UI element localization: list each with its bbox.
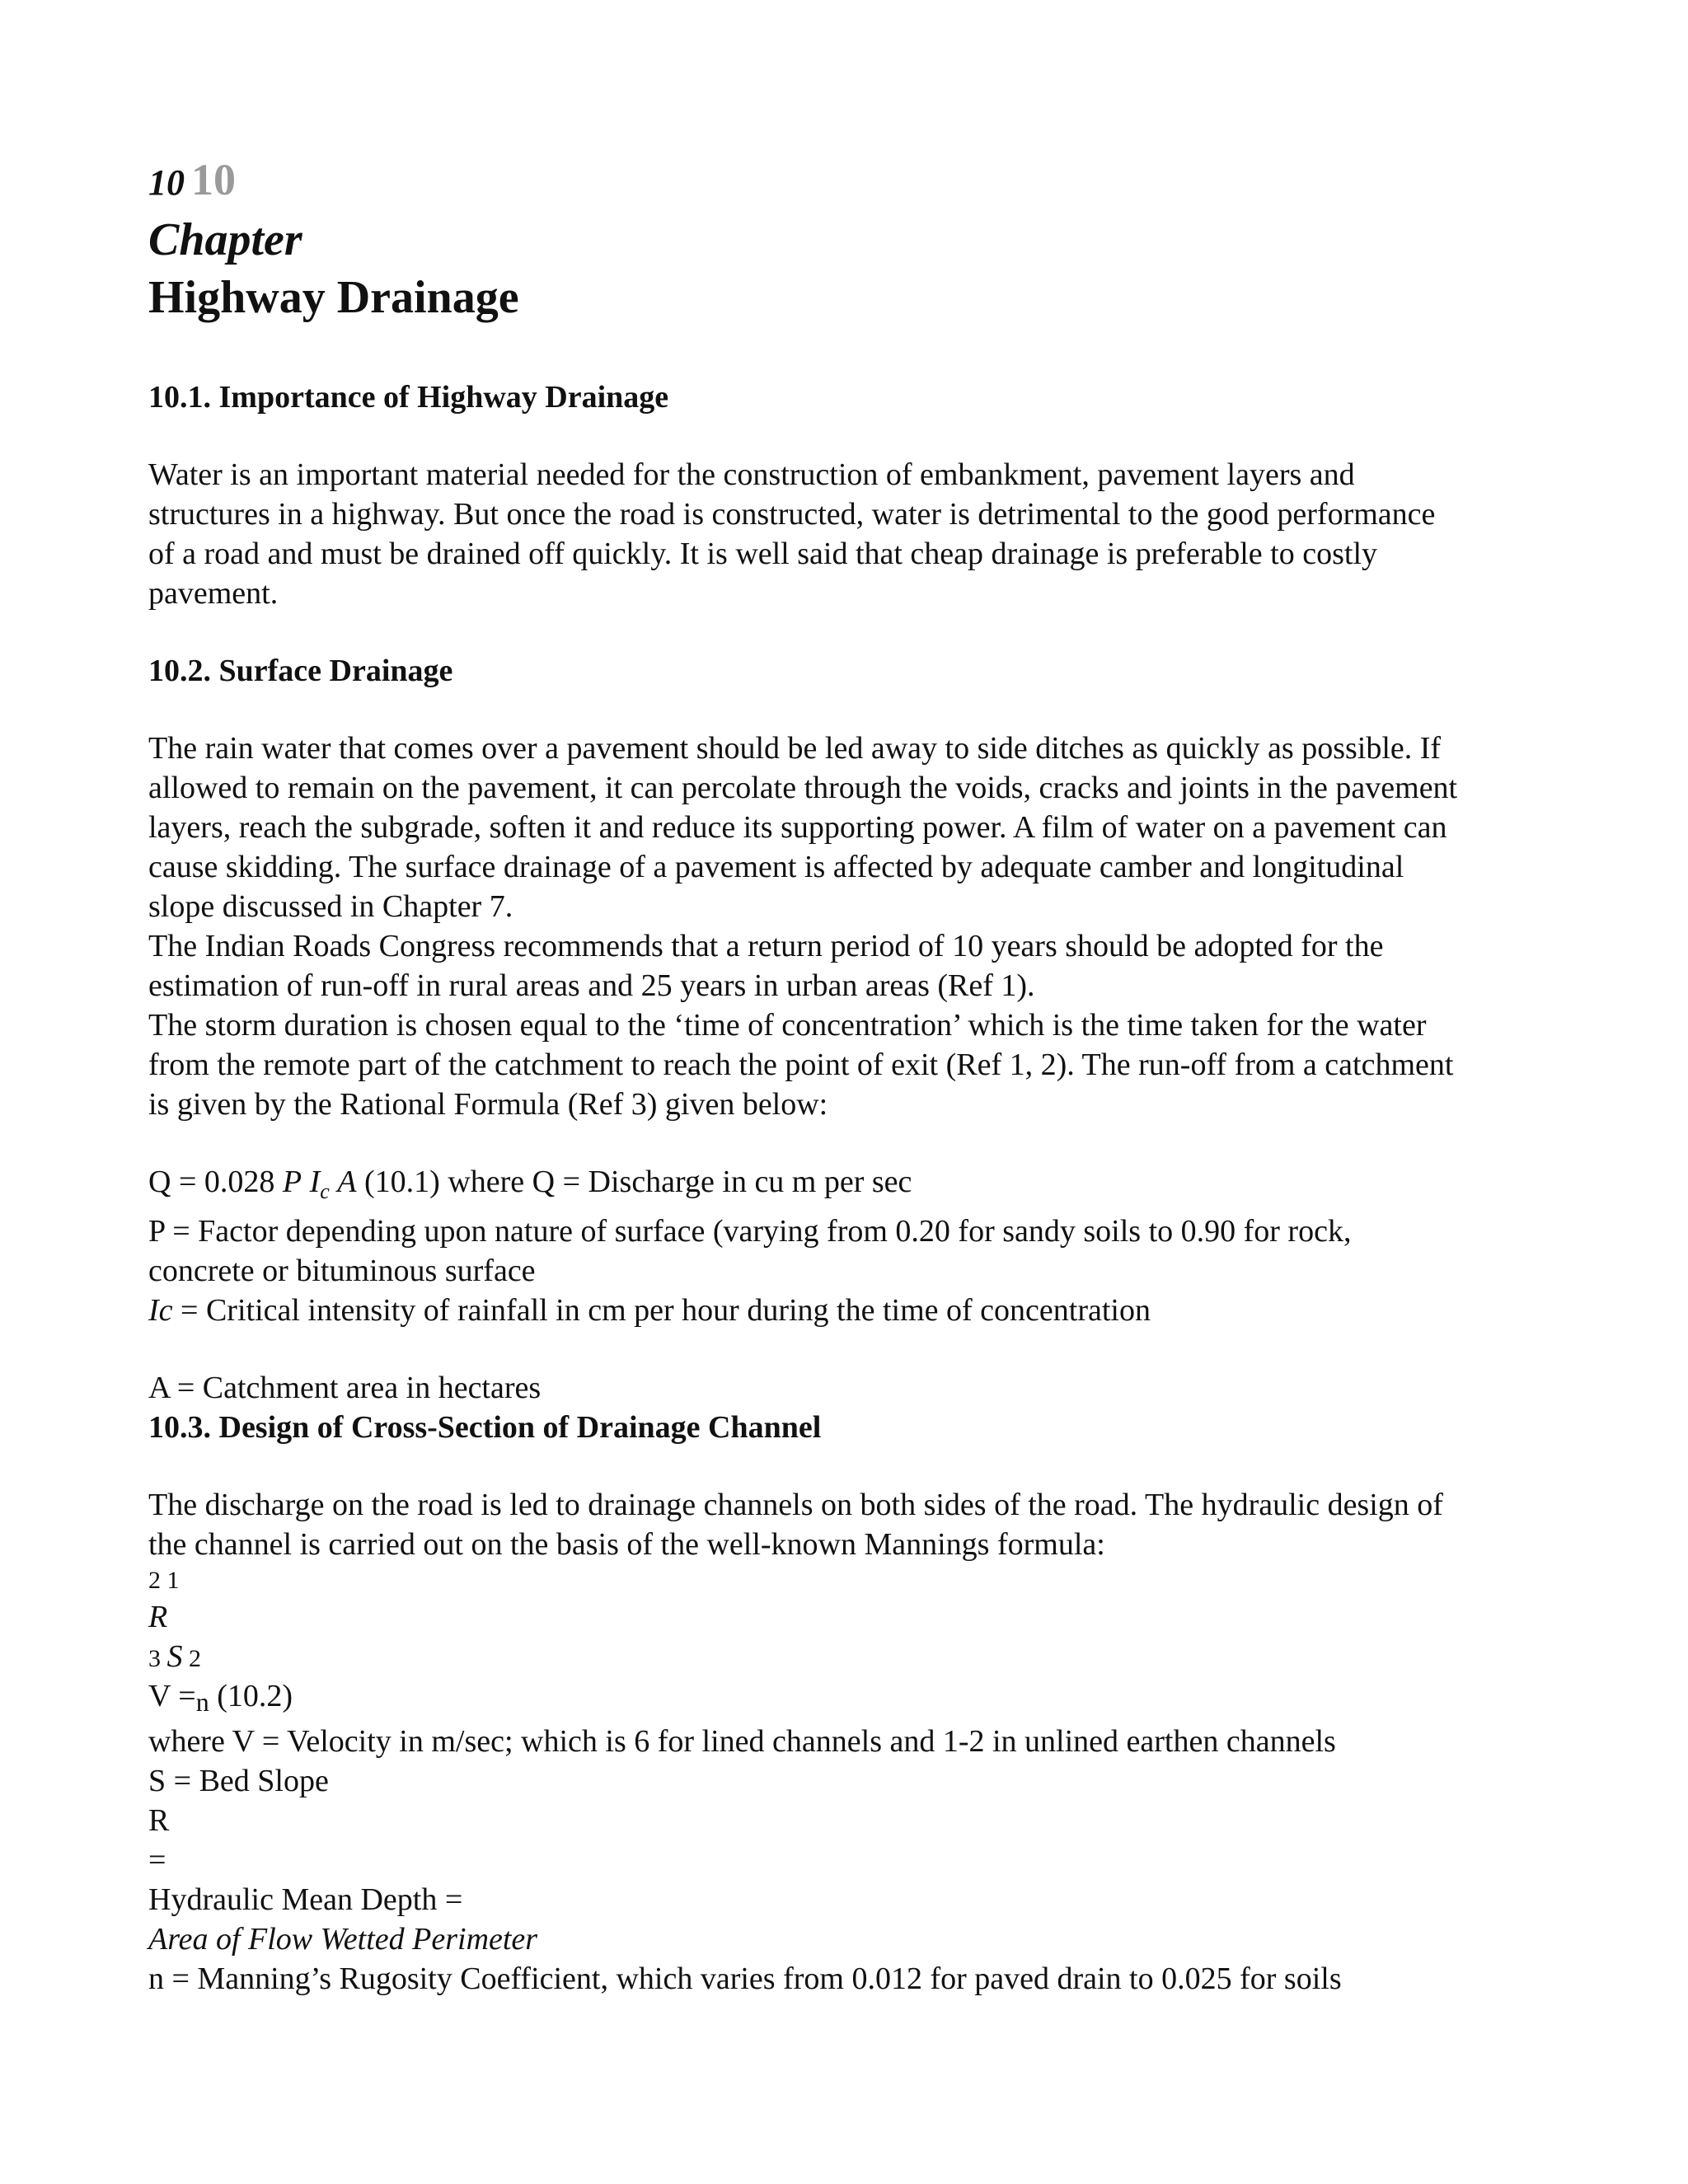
- paragraph-line: estimation of run-off in rural areas and 25 years in urban areas (Ref 1).: [148, 968, 1035, 1003]
- definition-s: S = Bed Slope: [148, 1764, 329, 1798]
- section-heading-10-3: 10.3. Design of Cross-Section of Drainage Channel: [148, 1410, 822, 1445]
- section-heading-10-2: 10.2. Surface Drainage: [148, 654, 453, 688]
- symbol-ic: Ic: [148, 1293, 173, 1328]
- symbol-r-line: R: [148, 1803, 170, 1838]
- chapter-label: Chapter: [148, 214, 302, 265]
- paragraph-line: layers, reach the subgrade, soften it and reduce its supporting power. A film of water on a pavement can: [148, 810, 1447, 845]
- definition-a: A = Catchment area in hectares: [148, 1371, 542, 1405]
- paragraph-line: the channel is carried out on the basis of the well-known Mannings formula:: [148, 1527, 1105, 1562]
- formula-fragment-exponents: 2 1: [148, 1567, 180, 1594]
- paragraph-line: cause skidding. The surface drainage of a pavement is affected by adequate camber and longitudinal: [148, 850, 1404, 884]
- paragraph-line: of a road and must be drained off quickly. It is well said that cheap drainage is preferable to costly: [148, 537, 1377, 571]
- section-10-2-paragraph: [148, 729, 1550, 1124]
- paragraph-line: pavement.: [148, 576, 279, 611]
- paragraph-line: Water is an important material needed for the construction of embankment, pavement layers and: [148, 457, 1355, 492]
- paragraph-line: The storm duration is chosen equal to the ‘time of concentration’ which is the time taken for the water: [148, 1008, 1427, 1043]
- definition-p-cont: concrete or bituminous surface: [148, 1254, 536, 1288]
- paragraph-line: The rain water that comes over a pavement should be led away to side ditches as quickly as possible. If: [148, 731, 1442, 766]
- equals-line: =: [148, 1843, 166, 1877]
- definition-n: n = Manning’s Rugosity Coefficient, which varies from 0.012 for paved drain to 0.025 for soils: [148, 1961, 1342, 1996]
- section-10-1-paragraph: [148, 455, 1550, 613]
- definition-area-over-perimeter: Area of Flow Wetted Perimeter: [148, 1922, 538, 1957]
- formula-symbol-p: P: [282, 1165, 302, 1199]
- formula-symbol-i: I: [309, 1165, 321, 1199]
- paragraph-line: allowed to remain on the pavement, it can percolate through the voids, cracks and joints in the pavement: [148, 771, 1458, 805]
- definition-v: where V = Velocity in m/sec; which is 6 for lined channels and 1-2 in unlined earthen channels: [148, 1724, 1336, 1759]
- definition-hydraulic-mean-depth: Hydraulic Mean Depth =: [148, 1882, 463, 1917]
- rational-formula: Q = 0.028 P $I_c$ A (10.1) where Q = Discharge in cu m per sec: [148, 1165, 912, 1203]
- definition-ic: Ic = Critical intensity of rainfall in cm per hour during the time of concentration: [148, 1293, 1151, 1328]
- paragraph-line: The Indian Roads Congress recommends that a return period of 10 years should be adopted for the: [148, 929, 1384, 963]
- formula-subscript-c: c: [320, 1179, 330, 1203]
- formula-fragment-s: 3 S 2: [148, 1639, 201, 1674]
- paragraph-line: The discharge on the road is led to drainage channels on both sides of the road. The hydraulic design of: [148, 1488, 1443, 1522]
- mannings-formula: V =n (10.2): [148, 1679, 293, 1717]
- section-heading-10-1: 10.1. Importance of Highway Drainage: [148, 380, 669, 415]
- chapter-title: Highway Drainage: [148, 272, 519, 323]
- symbol-n: n: [195, 1687, 209, 1717]
- paragraph-line: slope discussed in Chapter 7.: [148, 889, 513, 924]
- paragraph-line: is given by the Rational Formula (Ref 3) given below:: [148, 1087, 828, 1122]
- definition-p: P = Factor depending upon nature of surface (varying from 0.20 for sandy soils to 0.90 for rock,: [148, 1214, 1352, 1249]
- symbol-s: S: [166, 1639, 183, 1674]
- chapter-number: [148, 157, 1550, 206]
- document-page: [148, 157, 1550, 1999]
- chapter-number-grey: 10: [191, 155, 236, 204]
- paragraph-line: structures in a highway. But once the road is constructed, water is detrimental to the good performance: [148, 497, 1436, 532]
- paragraph-line: from the remote part of the catchment to reach the point of exit (Ref 1, 2). The run-off from a catchment: [148, 1047, 1454, 1082]
- chapter-number-italic: 10: [148, 162, 185, 203]
- formula-symbol-a: A: [337, 1165, 357, 1199]
- formula-fragment-r: R: [148, 1600, 168, 1634]
